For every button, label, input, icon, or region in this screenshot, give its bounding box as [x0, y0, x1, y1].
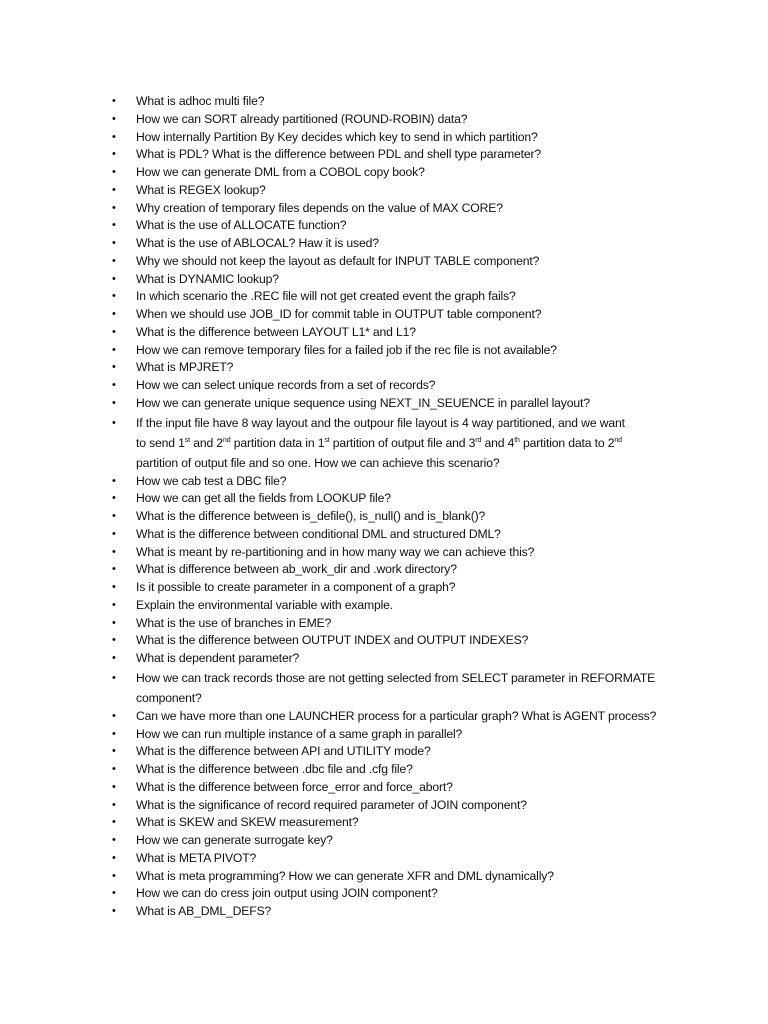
question-text: How internally Partition By Key decides which key to send in which partition?: [136, 129, 538, 144]
question-text: Why we should not keep the layout as default for INPUT TABLE component?: [136, 253, 540, 268]
question-item: [112, 324, 672, 342]
bullet-icon: •: [112, 527, 116, 540]
question-item: [112, 377, 672, 395]
question-item: [112, 597, 672, 615]
bullet-icon: •: [112, 545, 116, 558]
bullet-icon: •: [112, 148, 116, 161]
bullet-icon: •: [112, 237, 116, 249]
bullet-icon: •: [112, 709, 116, 722]
bullet-icon: •: [112, 798, 116, 811]
bullet-icon: •: [112, 634, 116, 647]
question-list: [112, 93, 672, 921]
question-item: [112, 885, 672, 903]
bullet-icon: •: [112, 396, 116, 409]
question-text-segment: If the input file have 8 way layout and the outpour file layout is 4 way partitioned, and we want: [136, 415, 625, 430]
bullet-icon: •: [112, 201, 116, 214]
question-item: [112, 306, 672, 324]
question-item: [112, 473, 672, 491]
bullet-icon: •: [112, 671, 116, 684]
question-text: What is dependent parameter?: [136, 651, 300, 665]
question-item: [112, 253, 672, 271]
bullet-icon: •: [112, 563, 116, 576]
question-text-segment: and 2: [189, 435, 223, 450]
question-item: [112, 668, 672, 708]
question-item: [112, 413, 672, 473]
question-text: How we can generate DML from a COBOL copy book?: [136, 165, 425, 179]
question-text: What is SKEW and SKEW measurement?: [136, 815, 359, 830]
question-item: [112, 544, 672, 562]
bullet-icon: •: [112, 598, 116, 611]
bullet-icon: •: [112, 763, 116, 775]
bullet-icon: •: [112, 95, 116, 107]
question-text: What is PDL? What is the difference between PDL and shell type parameter?: [136, 147, 542, 162]
question-text: [136, 433, 672, 453]
question-item: [112, 615, 672, 633]
question-item: [112, 579, 672, 597]
question-text: Is it possible to create parameter in a component of a graph?: [136, 580, 456, 594]
bullet-icon: •: [112, 510, 116, 522]
ordinal-suffix: st: [324, 436, 330, 444]
question-text: What is the use of ALLOCATE function?: [136, 218, 347, 233]
question-text: How we can do cress join output using JOIN component?: [136, 886, 438, 901]
bullet-icon: •: [112, 308, 116, 320]
question-text: Explain the environmental variable with example.: [136, 597, 394, 612]
bullet-icon: •: [112, 272, 116, 285]
question-text: What is META PIVOT?: [136, 850, 257, 865]
bullet-icon: •: [112, 325, 116, 338]
bullet-icon: •: [112, 361, 116, 374]
question-text-segment: partition of output file and 3: [329, 435, 476, 450]
question-text: component?: [136, 690, 202, 705]
question-item: [112, 868, 672, 886]
question-item: [112, 726, 672, 744]
question-text: How we can select unique records from a set of records?: [136, 378, 436, 392]
question-item: [112, 632, 672, 650]
question-item: [112, 650, 672, 668]
question-text: How we can track records those are not getting selected from SELECT parameter in REFORMATE: [136, 670, 656, 685]
question-text: What is the difference between LAYOUT L1* and L1?: [136, 324, 416, 339]
question-text: What is MPJRET?: [136, 360, 234, 375]
question-text: What is the difference between .dbc file and .cfg file?: [136, 762, 413, 776]
question-item: [112, 359, 672, 377]
question-item: [112, 182, 672, 200]
question-item: [112, 111, 672, 129]
question-item: [112, 288, 672, 306]
question-text: [136, 413, 672, 433]
bullet-icon: •: [112, 869, 116, 882]
question-text: What is difference between ab_work_dir and .work directory?: [136, 562, 457, 577]
bullet-icon: •: [112, 219, 116, 232]
question-text: Can we have more than one LAUNCHER process for a particular graph? What is AGENT process?: [136, 708, 657, 723]
ordinal-suffix: rd: [475, 436, 482, 444]
ordinal-suffix: nd: [222, 436, 231, 444]
question-item: [112, 271, 672, 289]
question-item: [112, 508, 672, 526]
ordinal-suffix: th: [514, 436, 520, 444]
question-item: [112, 235, 672, 253]
bullet-icon: •: [112, 183, 116, 196]
question-item: [112, 93, 672, 111]
bullet-icon: •: [112, 780, 116, 793]
question-text: How we can SORT already partitioned (ROUND-ROBIN) data?: [136, 111, 468, 126]
bullet-icon: •: [112, 290, 116, 303]
bullet-icon: •: [112, 492, 116, 505]
question-item: [112, 526, 672, 544]
question-text: Why creation of temporary files depends on the value of MAX CORE?: [136, 200, 503, 215]
question-text: What is the difference between API and UTILITY mode?: [136, 744, 431, 759]
bullet-icon: •: [112, 254, 116, 267]
question-text: What is meta programming? How we can generate XFR and DML dynamically?: [136, 868, 554, 883]
question-text: How we can remove temporary files for a failed job if the rec file is not available?: [136, 342, 557, 357]
question-text: What is the use of branches in EME?: [136, 615, 332, 630]
question-item: [112, 797, 672, 815]
question-text: How we can run multiple instance of a same graph in parallel?: [136, 726, 463, 741]
bullet-icon: •: [112, 652, 116, 664]
question-text-segment: partition data in 1: [230, 435, 325, 450]
question-item: [112, 561, 672, 579]
bullet-icon: •: [112, 816, 116, 829]
bullet-icon: •: [112, 851, 116, 864]
ordinal-suffix: nd: [614, 436, 622, 444]
bullet-icon: •: [112, 834, 116, 846]
question-item: [112, 814, 672, 832]
bullet-icon: •: [112, 379, 116, 391]
bullet-icon: •: [112, 727, 116, 740]
question-text: When we should use JOB_ID for commit table in OUTPUT table component?: [136, 307, 542, 321]
question-text: How we can generate surrogate key?: [136, 833, 333, 847]
bullet-icon: •: [112, 416, 116, 429]
bullet-icon: •: [112, 745, 116, 758]
question-text: In which scenario the .REC file will not get created event the graph fails?: [136, 289, 516, 304]
question-text: What is meant by re-partitioning and in how many way we can achieve this?: [136, 544, 535, 559]
question-text: What is DYNAMIC lookup?: [136, 271, 279, 286]
question-item: [112, 342, 672, 360]
bullet-icon: •: [112, 905, 116, 917]
question-text-segment: partition data to 2: [519, 435, 615, 450]
bullet-icon: •: [112, 166, 116, 178]
question-text: What is the difference between force_error and force_abort?: [136, 779, 453, 794]
question-text-segment: and 4: [481, 435, 515, 450]
question-text: [136, 453, 672, 473]
question-item: [112, 761, 672, 779]
ordinal-suffix: st: [184, 436, 190, 444]
question-text: What is the difference between is_defile(), is_null() and is_blank()?: [136, 509, 486, 523]
question-item: [112, 832, 672, 850]
question-text: What is the use of ABLOCAL? Haw it is used?: [136, 236, 379, 250]
question-text-segment: partition of output file and so one. How we can achieve this scenario?: [136, 455, 500, 470]
bullet-icon: •: [112, 130, 116, 143]
question-text: What is the difference between OUTPUT INDEX and OUTPUT INDEXES?: [136, 633, 529, 648]
question-text: What is adhoc multi file?: [136, 94, 265, 108]
bullet-icon: •: [112, 343, 116, 356]
question-item: [112, 129, 672, 147]
question-item: [112, 217, 672, 235]
question-text-segment: to send 1: [136, 435, 185, 450]
bullet-icon: •: [112, 616, 116, 629]
question-item: [112, 146, 672, 164]
question-item: [112, 164, 672, 182]
question-item: [112, 395, 672, 413]
question-text: What is the significance of record required parameter of JOIN component?: [136, 797, 527, 812]
question-item: [112, 850, 672, 868]
question-text: How we can generate unique sequence using NEXT_IN_SEUENCE in parallel layout?: [136, 395, 590, 410]
question-item: [112, 200, 672, 218]
question-text: How we can get all the fields from LOOKUP file?: [136, 491, 391, 506]
bullet-icon: •: [112, 112, 116, 125]
question-item: [112, 490, 672, 508]
question-item: [112, 743, 672, 761]
question-item: [112, 708, 672, 726]
question-item: [112, 903, 672, 921]
question-text: What is the difference between conditional DML and structured DML?: [136, 526, 501, 541]
question-text: How we cab test a DBC file?: [136, 473, 287, 488]
bullet-icon: •: [112, 581, 116, 593]
question-item: [112, 779, 672, 797]
question-text: What is REGEX lookup?: [136, 182, 266, 197]
question-text: What is AB_DML_DEFS?: [136, 904, 272, 918]
bullet-icon: •: [112, 887, 116, 900]
bullet-icon: •: [112, 474, 116, 487]
